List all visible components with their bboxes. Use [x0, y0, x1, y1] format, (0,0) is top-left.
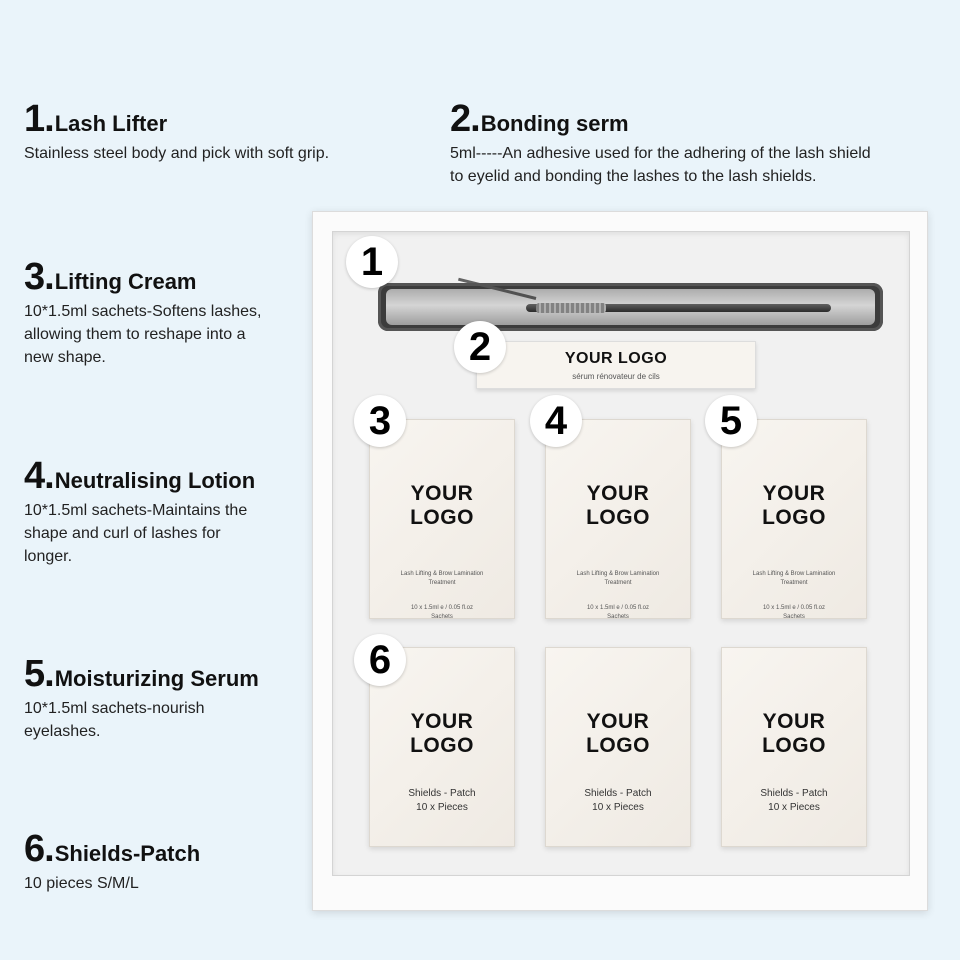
- kit-box: [312, 211, 928, 911]
- kit-tray: [332, 231, 910, 876]
- pack-label: Shields - Patch: [408, 788, 476, 799]
- pack-count: 10 x Pieces: [416, 802, 468, 813]
- item-neutralising-lotion: [24, 457, 255, 568]
- item-number: 1.: [24, 98, 54, 140]
- item-desc-line: longer.: [24, 548, 73, 565]
- lash-lifter-case: [378, 283, 883, 331]
- pack-logo: YOUR LOGO: [410, 482, 474, 529]
- shields-patch-pack: [721, 647, 867, 847]
- item-lash-lifter: [24, 100, 329, 165]
- item-desc-line: allowing them to reshape into a: [24, 326, 246, 343]
- item-desc-line: eyelashes.: [24, 723, 101, 740]
- item-number: 4.: [24, 455, 54, 497]
- serum-subtitle: sérum rénovateur de cils: [572, 371, 660, 381]
- bonding-serum-box: [476, 341, 756, 389]
- item-shields-patch: [24, 830, 200, 895]
- item-desc-line: 10*1.5ml sachets-nourish: [24, 700, 205, 717]
- moisturizing-serum-pack: [721, 419, 867, 619]
- pack-logo: YOUR LOGO: [586, 482, 650, 529]
- badge-4: 4: [530, 395, 582, 447]
- item-desc-line: to eyelid and bonding the lashes to the lash shields.: [450, 168, 817, 185]
- item-lifting-cream: [24, 258, 261, 369]
- item-desc-line: Stainless steel body and pick with soft grip.: [24, 145, 330, 162]
- item-moisturizing-serum: [24, 655, 259, 743]
- pack-count: 10 x Pieces: [592, 802, 644, 813]
- badge-1: 1: [346, 236, 398, 288]
- neutralising-lotion-pack: [545, 419, 691, 619]
- item-desc-line: 10*1.5ml sachets-Maintains the: [24, 502, 248, 519]
- pack-label: Shields - Patch: [760, 788, 828, 799]
- item-title: Moisturizing Serum: [54, 666, 259, 691]
- item-desc-line: 10 pieces S/M/L: [24, 875, 139, 892]
- pack-volume: 10 x 1.5ml e / 0.05 fl.oz Sachets: [762, 605, 826, 620]
- badge-2: 2: [454, 321, 506, 373]
- item-title: Shields-Patch: [54, 841, 201, 866]
- item-desc-line: 5ml-----An adhesive used for the adhering of the lash shield: [450, 145, 871, 162]
- lash-lifter-grip: [536, 303, 606, 313]
- badge-5: 5: [705, 395, 757, 447]
- pack-volume: 10 x 1.5ml e / 0.05 fl.oz Sachets: [410, 605, 474, 620]
- badge-3: 3: [354, 395, 406, 447]
- item-number: 5.: [24, 653, 54, 695]
- badge-6: 6: [354, 634, 406, 686]
- lifting-cream-pack: [369, 419, 515, 619]
- pack-logo: YOUR LOGO: [762, 710, 826, 757]
- pack-description: Lash Lifting & Brow Lamination Treatment: [752, 571, 836, 586]
- item-desc-line: 10*1.5ml sachets-Softens lashes,: [24, 303, 262, 320]
- pack-volume: 10 x 1.5ml e / 0.05 fl.oz Sachets: [586, 605, 650, 620]
- pack-count: 10 x Pieces: [768, 802, 820, 813]
- lash-lifter-tube: [386, 289, 875, 325]
- pack-logo: YOUR LOGO: [586, 710, 650, 757]
- serum-logo: YOUR LOGO: [564, 349, 668, 367]
- pack-label: Shields - Patch: [584, 788, 652, 799]
- item-bonding-serum: [450, 100, 871, 188]
- item-desc-line: shape and curl of lashes for: [24, 525, 221, 542]
- pack-description: Lash Lifting & Brow Lamination Treatment: [576, 571, 660, 586]
- item-number: 3.: [24, 256, 54, 298]
- item-title: Bonding serm: [480, 111, 629, 136]
- item-desc-line: new shape.: [24, 349, 106, 366]
- shields-patch-pack: [545, 647, 691, 847]
- item-title: Lash Lifter: [54, 111, 168, 136]
- pack-logo: YOUR LOGO: [410, 710, 474, 757]
- item-title: Neutralising Lotion: [54, 468, 256, 493]
- item-number: 2.: [450, 98, 480, 140]
- pack-logo: YOUR LOGO: [762, 482, 826, 529]
- item-number: 6.: [24, 828, 54, 870]
- item-title: Lifting Cream: [54, 269, 197, 294]
- lash-lifter-tip: [458, 278, 536, 300]
- pack-description: Lash Lifting & Brow Lamination Treatment: [400, 571, 484, 586]
